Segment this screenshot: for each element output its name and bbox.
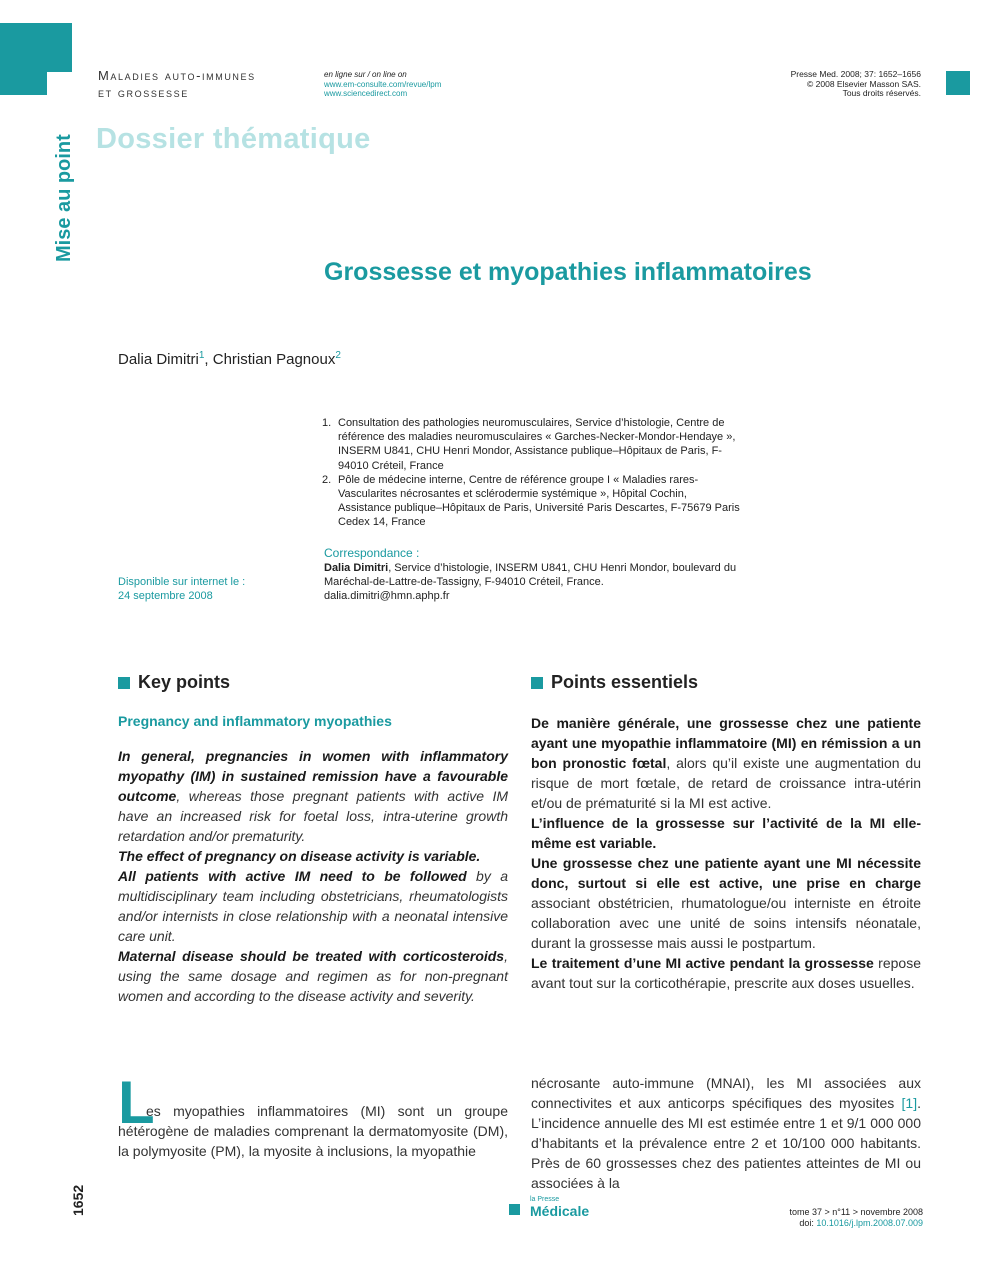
point-essentiel-text: , alors qu’il existe une augmentation du risque de mort fœtale, de retard de croissance intra-utérin et/ou de prématurité si la MI est active. <box>531 755 921 811</box>
point-essentiel-text: associant obstétricien, rhumatologue/ou interniste en étroite collaboration avec une unité de soins intensifs néonatale, durant la grossesse mais aussi le postpartum. <box>531 895 921 951</box>
key-point <box>118 866 508 946</box>
author-affiliation-marker: 1 <box>198 350 205 361</box>
issue-info: tome 37 > n°11 > novembre 2008 <box>789 1207 923 1217</box>
body-text-left <box>118 1069 508 1161</box>
key-point-text: , whereas those pregnant patients with active IM have an increased risk for foetal loss, intra-uterine growth retardation and/or prematurity. <box>118 788 508 844</box>
key-points-list <box>118 746 508 1006</box>
online-label: en ligne sur / on line on <box>324 70 407 79</box>
drop-cap: L <box>118 1069 155 1136</box>
vertical-category-label: Mise au point <box>53 134 75 262</box>
online-link-sciencedirect[interactable]: www.sciencedirect.com <box>324 89 408 98</box>
point-essentiel-bold: Une grossesse chez une patiente ayant une MI nécessite donc, surtout si elle est active, une prise en charge <box>531 855 921 891</box>
point-essentiel <box>531 713 921 813</box>
affiliation-number: 2. <box>322 473 332 486</box>
point-essentiel-bold: L’influence de la grossesse sur l’activité de la MI elle-même est variable. <box>531 815 921 851</box>
points-essentiels-box <box>531 672 921 993</box>
key-point-bold: All patients with active IM need to be followed <box>118 868 467 884</box>
key-point <box>118 846 508 866</box>
section-title-line1: Maladies auto-immunes <box>98 68 256 83</box>
doi-link[interactable]: 10.1016/j.lpm.2008.07.009 <box>816 1217 923 1228</box>
affiliation-item <box>322 416 742 473</box>
correspondence-address: , Service d’histologie, INSERM U841, CHU Henri Mondor, boulevard du Maréchal-de-Lattre-de-Tassigny, F-94010 Créteil, France. <box>324 562 737 589</box>
key-point-bold: Maternal disease should be treated with corticosteroids <box>118 948 505 964</box>
section-title <box>98 67 256 101</box>
available-date: 24 septembre 2008 <box>118 590 213 603</box>
affiliation-text: Consultation des pathologies neuromusculaires, Service d’histologie, Centre de référence des maladies neuromusculaires « Garches-Necker-Mondor-Hendaye », INSERM U841, CHU Henri Mondor, Assistance publique–Hôpitaux de Paris, F-94010 Créteil, France <box>338 417 736 472</box>
body-text: nécrosante auto-immune (MNAI), les MI associées aux connectivites et aux anticorps spécifiques des myosites <box>531 1075 921 1111</box>
key-points-subheading: Pregnancy and inflammatory myopathies <box>118 713 392 729</box>
page-number: 1652 <box>70 1184 86 1216</box>
article-title: Grossesse et myopathies inflammatoires <box>324 258 812 286</box>
point-essentiel-bold: Le traitement d’une MI active pendant la grossesse <box>531 955 874 971</box>
journal-line3: Tous droits réservés. <box>842 88 921 98</box>
body-text: . L’incidence annuelle des MI est estimée entre 1 et 9/1 000 000 d’habitants et la prévalence entre 2 et 10/100 000 habitants. Près de 60 grossesses chez des patientes atteintes de MI ou associées à la <box>531 1095 921 1191</box>
points-essentiels-heading <box>531 672 921 693</box>
affiliation-item <box>322 473 742 530</box>
body-paragraph: es myopathies inflammatoires (MI) sont un groupe hétérogène de maladies comprenant la dermatomyosite (DM), la polymyosite (PM), la myosite à inclusions, la myopathie <box>118 1103 508 1159</box>
points-essentiels-heading-text: Points essentiels <box>551 672 699 692</box>
section-title-line2: et grossesse <box>98 85 189 100</box>
heading-square-icon <box>531 677 543 689</box>
affiliations <box>322 416 742 530</box>
dossier-heading: Dossier thématique <box>96 123 371 155</box>
available-online <box>118 575 245 603</box>
key-point <box>118 746 508 846</box>
journal-logo <box>509 1196 589 1218</box>
online-links <box>324 70 441 99</box>
available-label: Disponible sur internet le : <box>118 576 246 588</box>
author-affiliation-marker: 2 <box>335 350 341 361</box>
key-point <box>118 946 508 1006</box>
logo-square-icon <box>509 1204 520 1215</box>
point-essentiel-text: repose avant tout sur la corticothérapie, prescrite aux doses usuelles. <box>531 955 921 991</box>
point-essentiel <box>531 953 921 993</box>
reference-link[interactable]: [1] <box>901 1095 918 1111</box>
logo-small-text: la Presse <box>530 1196 560 1203</box>
journal-line2: © 2008 Elsevier Masson SAS. <box>807 78 921 89</box>
point-essentiel <box>531 813 921 853</box>
author-separator: , <box>204 351 213 368</box>
author-name: Dalia Dimitri <box>118 351 199 368</box>
key-points-box <box>118 672 508 1006</box>
header-square-decoration <box>946 71 970 95</box>
body-paragraph <box>531 1073 921 1193</box>
journal-line1: Presse Med. 2008; 37: 1652–1656 <box>790 69 921 79</box>
corner-notch <box>47 72 72 95</box>
correspondence-email[interactable]: dalia.dimitri@hmn.aphp.fr <box>324 590 450 603</box>
key-point-bold: The effect of pregnancy on disease activity is variable. <box>118 848 481 864</box>
key-point-text: , using the same dosage and regimen as for non-pregnant women and according to the disease activity and severity. <box>118 948 508 1004</box>
correspondence-label: Correspondance : <box>324 546 420 560</box>
affiliation-text: Pôle de médecine interne, Centre de référence groupe I « Maladies rares-Vascularites nécrosantes et sclérodermie systémique », Hôpital Cochin, Assistance publique–Hôpitaux de Paris, Université Paris Descartes, F-75679 Paris Cedex 14, France <box>338 473 740 529</box>
correspondence-name: Dalia Dimitri <box>324 562 389 574</box>
point-essentiel-bold: De manière générale, une grossesse chez une patiente ayant une myopathie inflammatoire (MI) en rémission a un bon pronostic fœtal <box>531 715 921 771</box>
affiliation-number: 1. <box>322 417 332 429</box>
key-points-heading <box>118 672 508 693</box>
heading-square-icon <box>118 677 130 689</box>
logo-main-text: Médicale <box>530 1203 590 1219</box>
author-list <box>118 350 341 368</box>
footer-citation <box>789 1207 923 1228</box>
key-points-heading-text: Key points <box>138 672 231 692</box>
body-text-right <box>531 1073 921 1193</box>
point-essentiel <box>531 853 921 953</box>
author-name: Christian Pagnoux <box>212 351 336 368</box>
key-point-bold: In general, pregnancies in women with inflammatory myopathy (IM) in sustained remission have a favourable outcome <box>118 748 508 804</box>
doi-label: doi: <box>799 1217 817 1228</box>
journal-citation <box>791 70 921 99</box>
key-point-text: by a multidisciplinary team including obstetricians, rheumatologists and/or internists in close relationship with a neonatal intensive care unit. <box>118 868 508 944</box>
points-essentiels-list <box>531 713 921 993</box>
correspondence-details <box>324 561 744 604</box>
online-link-emconsulte[interactable]: www.em-consulte.com/revue/lpm <box>324 79 442 89</box>
